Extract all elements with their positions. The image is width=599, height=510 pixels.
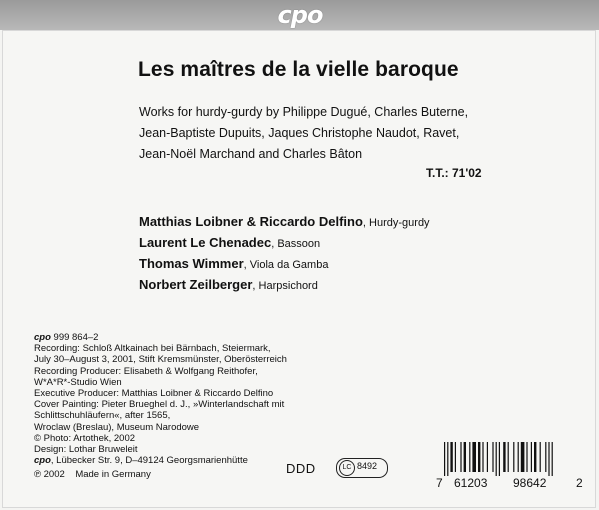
performer-row bbox=[139, 233, 430, 254]
credit-line: Wroclaw (Breslau), Museum Narodowe bbox=[34, 421, 200, 433]
barcode-bar bbox=[496, 442, 497, 476]
barcode-bar bbox=[548, 442, 549, 476]
barcode-digits-right: 98642 bbox=[513, 476, 547, 490]
credit-line: W*A*R*-Studio Wien bbox=[34, 376, 122, 388]
cpo-logo: cpo bbox=[277, 1, 323, 29]
performer-name: Matthias Loibner & Riccardo Delfino bbox=[139, 214, 363, 229]
album-title: Les maîtres de la vielle baroque bbox=[138, 58, 459, 81]
top-stripe bbox=[0, 0, 599, 30]
credit-line: July 30–August 3, 2001, Stift Kremsmünster, Oberösterreich bbox=[34, 354, 287, 366]
barcode-bar bbox=[499, 442, 500, 476]
production-credits bbox=[34, 332, 374, 481]
credit-line: Cover Painting: Pieter Brueghel d. J., »Winterlandschaft mit bbox=[34, 399, 285, 411]
performer-instrument: , Viola da Gamba bbox=[243, 259, 329, 271]
barcode-bar bbox=[492, 442, 493, 472]
performer-row bbox=[139, 212, 430, 233]
works-line: Works for hurdy-gurdy by Philippe Dugué, Charles Buterne, bbox=[139, 105, 469, 119]
performer-name: Laurent Le Chenadec bbox=[139, 235, 272, 250]
label-code bbox=[336, 458, 388, 478]
barcode-digit-last: 2 bbox=[576, 476, 583, 490]
barcode-bar bbox=[464, 442, 466, 472]
barcode-bar bbox=[531, 442, 532, 472]
credit-line: Recording Producer: Elisabeth & Wolfgang Reithofer, bbox=[34, 365, 258, 377]
barcode-bar bbox=[545, 442, 546, 472]
credit-line: Executive Producer: Matthias Loibner & Riccardo Delfino bbox=[34, 388, 274, 400]
cpo-logo-small: cpo bbox=[34, 332, 51, 343]
barcode-bar bbox=[540, 442, 541, 472]
barcode-bar bbox=[478, 442, 480, 472]
barcode-bar bbox=[472, 442, 476, 472]
barcode-bars bbox=[444, 442, 576, 476]
barcode-digit-first: 7 bbox=[436, 476, 443, 490]
address-line bbox=[34, 455, 374, 466]
credit-line: Design: Lothar Bruweleit bbox=[34, 444, 138, 456]
barcode-digits-left: 61203 bbox=[454, 476, 488, 490]
catalog-line bbox=[34, 332, 374, 343]
label-code-mark: LC bbox=[339, 460, 355, 476]
barcode-bar bbox=[518, 442, 519, 472]
works-description bbox=[139, 102, 499, 165]
barcode-bar bbox=[487, 442, 488, 472]
copyright-line: ℗ 2002 Made in Germany bbox=[34, 469, 151, 481]
performer-name: Norbert Zeilberger bbox=[139, 277, 253, 292]
barcode-bar bbox=[482, 442, 483, 472]
barcode-bar bbox=[521, 442, 525, 472]
cpo-logo-small: cpo bbox=[34, 455, 51, 467]
barcode bbox=[436, 442, 584, 488]
performer-instrument: , Harpsichord bbox=[252, 280, 318, 292]
performers-list bbox=[139, 212, 430, 296]
barcode-bar bbox=[455, 442, 456, 472]
ddd-code: DDD bbox=[286, 461, 316, 476]
barcode-bar bbox=[552, 442, 553, 476]
performer-name: Thomas Wimmer bbox=[139, 256, 244, 271]
barcode-bar bbox=[447, 442, 448, 476]
barcode-bar bbox=[526, 442, 527, 472]
barcode-bar bbox=[460, 442, 461, 472]
total-time: T.T.: 71'02 bbox=[426, 166, 482, 180]
catalog-number: 999 864–2 bbox=[50, 332, 99, 343]
credit-line: © Photo: Artothek, 2002 bbox=[34, 432, 136, 444]
barcode-bar bbox=[503, 442, 505, 472]
barcode-bar bbox=[444, 442, 445, 476]
barcode-bar bbox=[534, 442, 536, 472]
barcode-bar bbox=[469, 442, 470, 472]
works-line: Jean-Noël Marchand and Charles Bâton bbox=[139, 147, 363, 161]
credit-line: Schlittschuhläufern«, after 1565, bbox=[34, 410, 171, 422]
address: , Lübecker Str. 9, D–49124 Georgsmarienhütte bbox=[50, 455, 248, 467]
performer-instrument: , Bassoon bbox=[271, 238, 321, 250]
works-line: Jean-Baptiste Dupuits, Jaques Christophe Naudot, Ravet, bbox=[139, 126, 460, 140]
barcode-bar bbox=[508, 442, 509, 472]
credit-line: Recording: Schloß Altkainach bei Bärnbach, Steiermark, bbox=[34, 343, 271, 355]
performer-row bbox=[139, 275, 430, 296]
barcode-bar bbox=[513, 442, 514, 472]
performer-instrument: , Hurdy-gurdy bbox=[362, 217, 430, 229]
label-code-number: 8492 bbox=[357, 461, 378, 471]
performer-row bbox=[139, 254, 430, 275]
barcode-bar bbox=[450, 442, 452, 472]
